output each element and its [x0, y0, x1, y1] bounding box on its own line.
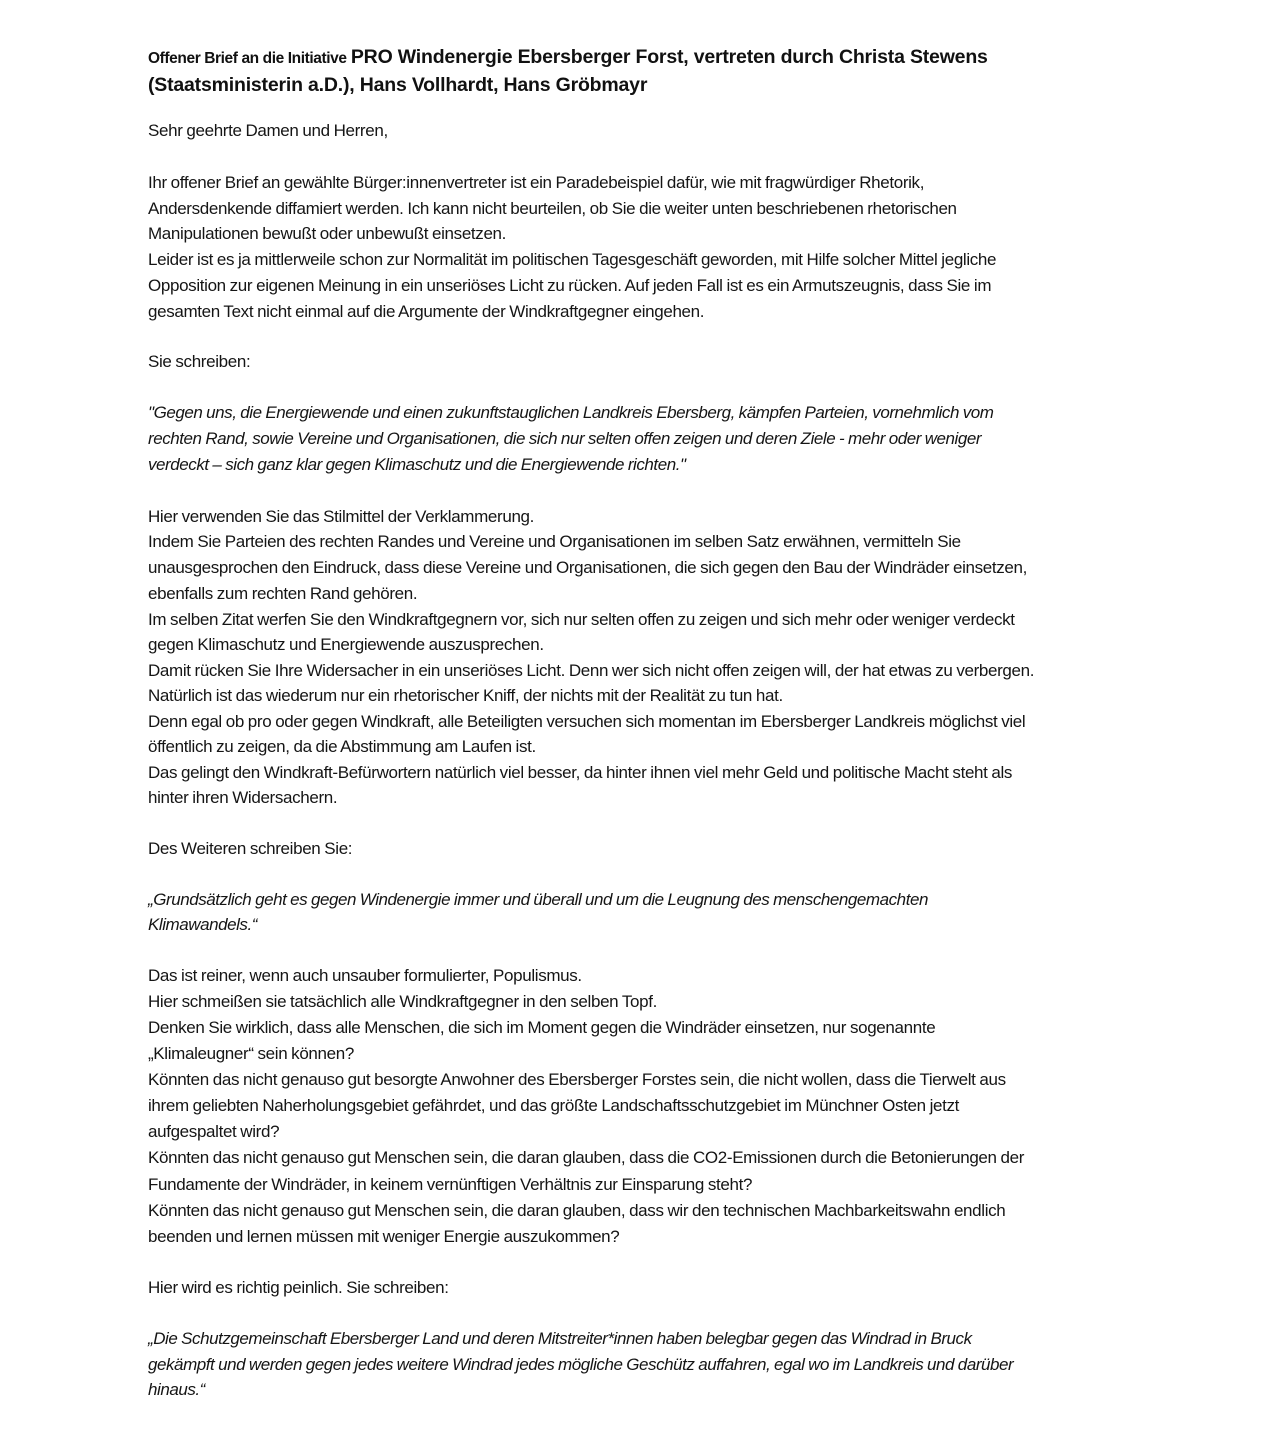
paragraph-line: hinter ihren Widersachern.: [148, 788, 338, 807]
salutation: Sehr geehrte Damen und Herren,: [148, 121, 388, 140]
quote-line: gekämpft und werden gegen jedes weitere Windrad jedes mögliche Geschütz auffahren, egal wo im Landkreis und darüber: [148, 1355, 1014, 1374]
paragraph-line: aufgespaltet wird?: [148, 1122, 280, 1141]
paragraph-line: Damit rücken Sie Ihre Widersacher in ein unseriöses Licht. Denn wer sich nicht offen zeigen will, der hat etwas zu verbergen.: [148, 661, 1035, 680]
paragraph-line: Natürlich ist das wiederum nur ein rhetorischer Kniff, der nichts mit der Realität zu tun hat.: [148, 686, 783, 705]
quote-line: rechten Rand, sowie Vereine und Organisationen, die sich nur selten offen zeigen und deren Ziele - mehr oder weniger: [148, 429, 982, 448]
quote-line: „Die Schutzgemeinschaft Ebersberger Land und deren Mitstreiter*innen haben belegbar gegen das Windrad in Bruck: [148, 1329, 972, 1348]
paragraph-line: „Klimaleugner“ sein können?: [148, 1044, 354, 1063]
paragraph-line: Das ist reiner, wenn auch unsauber formulierter, Populismus.: [148, 966, 582, 985]
paragraph-line: Sie schreiben:: [148, 352, 251, 371]
paragraph-line: gegen Klimaschutz und Energiewende auszusprechen.: [148, 635, 544, 654]
paragraph-line: Denken Sie wirklich, dass alle Menschen, die sich im Moment gegen die Windräder einsetzen, nur sogenannte: [148, 1018, 936, 1037]
title-main-line-2: (Staatsministerin a.D.), Hans Vollhardt, Hans Gröbmayr: [148, 74, 648, 96]
paragraph-line: Das gelingt den Windkraft-Befürwortern natürlich viel besser, da hinter ihnen viel mehr Geld und politische Macht steht als: [148, 763, 1013, 782]
paragraph-line: Könnten das nicht genauso gut Menschen sein, die daran glauben, dass die CO2-Emissionen durch die Betonierungen der: [148, 1148, 1025, 1167]
paragraph-line: Fundamente der Windräder, in keinem vernünftigen Verhältnis zur Einsparung steht?: [148, 1175, 753, 1194]
paragraph-line: Hier wird es richtig peinlich. Sie schreiben:: [148, 1278, 449, 1297]
paragraph-line: Leider ist es ja mittlerweile schon zur Normalität im politischen Tagesgeschäft geworden, mit Hilfe solcher Mittel jegliche: [148, 250, 997, 269]
paragraph-line: Denn egal ob pro oder gegen Windkraft, alle Beteiligten versuchen sich momentan im Ebersberger Landkreis möglichst viel: [148, 712, 1026, 731]
paragraph-line: Manipulationen bewußt oder unbewußt einsetzen.: [148, 224, 507, 243]
paragraph-line: ebenfalls zum rechten Rand gehören.: [148, 584, 418, 603]
paragraph-line: Ihr offener Brief an gewählte Bürger:innenvertreter ist ein Paradebeispiel dafür, wie mit fragwürdiger Rhetorik,: [148, 173, 925, 192]
quote-line: verdeckt – sich ganz klar gegen Klimaschutz und die Energiewende richten.": [148, 455, 686, 474]
paragraph-line: unausgesprochen den Eindruck, dass diese Vereine und Organisationen, die sich gegen den Bau der Windräder einsetzen,: [148, 558, 1028, 577]
paragraph-line: Könnten das nicht genauso gut Menschen sein, die daran glauben, dass wir den technischen Machbarkeitswahn endlich: [148, 1201, 1006, 1220]
letter-title: [148, 44, 1148, 100]
paragraph-line: gesamten Text nicht einmal auf die Argumente der Windkraftgegner eingehen.: [148, 302, 705, 321]
title-main-line-1: PRO Windenergie Ebersberger Forst, vertreten durch Christa Stewens: [350, 46, 988, 68]
quote-line: Klimawandels.“: [148, 915, 257, 934]
quote-line: "Gegen uns, die Energiewende und einen zukunftstauglichen Landkreis Ebersberg, kämpfen Parteien, vornehmlich vom: [148, 403, 994, 422]
paragraph-line: Hier schmeißen sie tatsächlich alle Windkraftgegner in den selben Topf.: [148, 992, 657, 1011]
paragraph-line: Hier verwenden Sie das Stilmittel der Verklammerung.: [148, 507, 535, 526]
paragraph-line: beenden und lernen müssen mit weniger Energie auszukommen?: [148, 1227, 620, 1246]
paragraph-line: ihrem geliebten Naherholungsgebiet gefährdet, und das größte Landschaftsschutzgebiet im Münchner Osten jetzt: [148, 1096, 959, 1115]
quote-line: „Grundsätzlich geht es gegen Windenergie immer und überall und um die Leugnung des menschengemachten: [148, 890, 928, 909]
quote-line: hinaus.“: [148, 1380, 205, 1399]
paragraph-line: Andersdenkende diffamiert werden. Ich kann nicht beurteilen, ob Sie die weiter unten beschriebenen rhetorischen: [148, 199, 957, 218]
paragraph-line: Opposition zur eigenen Meinung in ein unseriöses Licht zu rücken. Auf jeden Fall ist es ein Armutszeugnis, dass Sie im: [148, 276, 992, 295]
paragraph-line: öffentlich zu zeigen, da die Abstimmung am Laufen ist.: [148, 737, 536, 756]
paragraph-line: Indem Sie Parteien des rechten Randes und Vereine und Organisationen im selben Satz erwähnen, vermitteln Sie: [148, 532, 961, 551]
paragraph-line: Im selben Zitat werfen Sie den Windkraftgegnern vor, sich nur selten offen zu zeigen und sich mehr oder weniger verdeckt: [148, 610, 1015, 629]
paragraph-line: Könnten das nicht genauso gut besorgte Anwohner des Ebersberger Forstes sein, die nicht wollen, dass die Tierwelt aus: [148, 1070, 1006, 1089]
title-prefix: Offener Brief an die Initiative: [148, 50, 347, 67]
paragraph-line: Des Weiteren schreiben Sie:: [148, 839, 353, 858]
